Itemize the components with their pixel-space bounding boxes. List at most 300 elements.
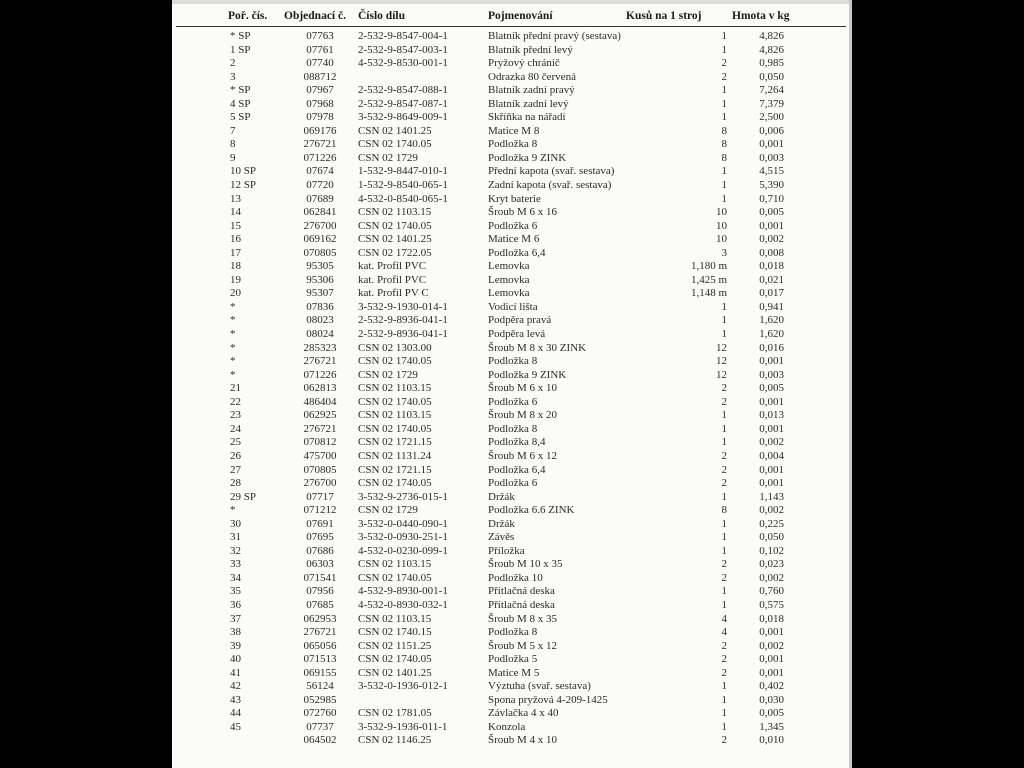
cell-poz: 8 (230, 138, 236, 151)
table-row (172, 98, 852, 112)
cell-poj: Blatník přední pravý (sestava) (488, 30, 621, 42)
cell-cis: 3-532-9-1936-011-1 (358, 720, 448, 733)
cell-poz: 30 (230, 517, 241, 530)
cell-kus: 8 (721, 151, 727, 164)
cell-poz: 37 (230, 612, 241, 625)
cell-cis: 1-532-9-8447-010-1 (358, 165, 448, 178)
cell-poj: Lemovka (488, 273, 530, 286)
cell-poj: Podpěra pravá (488, 314, 552, 327)
cell-cis: CSN 02 1781.05 (358, 707, 432, 720)
cell-poz: * (230, 328, 236, 341)
cell-cis: 3-532-9-8649-009-1 (358, 111, 448, 124)
cell-hm: 0,023 (759, 558, 784, 571)
cell-poz: 20 (230, 287, 241, 300)
cell-poz: 40 (230, 653, 241, 666)
cell-poz: 13 (230, 192, 241, 205)
cell-hm: 0,001 (759, 219, 784, 232)
cell-hm: 0,001 (759, 653, 784, 666)
header-cis: Číslo dílu (358, 10, 405, 22)
cell-kus: 1 (721, 693, 727, 706)
cell-hm: 0,002 (759, 639, 784, 652)
cell-hm: 0,010 (759, 734, 784, 747)
cell-obj: 070805 (303, 246, 337, 259)
cell-kus: 1 (721, 680, 727, 693)
cell-hm: 7,264 (759, 84, 784, 97)
cell-hm: 0,102 (759, 544, 784, 557)
cell-hm: 0,005 (759, 707, 784, 720)
cell-kus: 12 (716, 341, 727, 354)
table-row (172, 680, 852, 694)
header-hm: Hmota v kg (732, 10, 790, 22)
table-row (172, 71, 852, 85)
cell-hm: 0,006 (759, 124, 784, 137)
cell-kus: 8 (721, 124, 727, 137)
cell-kus: 1 (721, 192, 727, 205)
table-row (172, 44, 852, 58)
cell-obj: 276700 (303, 477, 337, 490)
cell-cis: 2-532-9-8936-041-1 (358, 314, 448, 327)
cell-cis: kat. Profil PVC (358, 273, 427, 286)
cell-cis: 3-532-9-1930-014-1 (358, 300, 448, 313)
cell-hm: 0,016 (759, 341, 784, 354)
table-row (172, 504, 852, 518)
cell-hm: 0,225 (759, 517, 784, 530)
cell-poj: Šroub M 6 x 10 (488, 382, 558, 395)
cell-hm: 0,002 (759, 436, 784, 449)
cell-poz: 4 SP (230, 97, 251, 110)
cell-poz: 42 (230, 680, 241, 693)
cell-poz: 28 (230, 477, 241, 490)
cell-poj: Podložka 9 ZINK (488, 151, 567, 164)
cell-poj: Spona pryžová 4-209-1425 (488, 693, 608, 706)
cell-kus: 8 (721, 504, 727, 517)
cell-obj: 06303 (306, 558, 334, 571)
header-obj: Objednací č. (284, 10, 346, 22)
cell-kus: 1,180 m (690, 260, 727, 273)
cell-obj: 07717 (306, 490, 334, 503)
cell-poj: Podložka 9 ZINK (488, 368, 567, 381)
cell-poj: Blatník zadní levý (488, 97, 569, 110)
table-row (172, 721, 852, 735)
cell-kus: 1 (721, 585, 727, 598)
cell-poj: Zadní kapota (svař. sestava) (488, 179, 612, 192)
cell-poz: 18 (230, 260, 241, 273)
table-row (172, 572, 852, 586)
cell-poz: 14 (230, 206, 241, 219)
cell-kus: 2 (721, 639, 727, 652)
table-row (172, 585, 852, 599)
table-row (172, 111, 852, 125)
cell-poj: Šroub M 8 x 30 ZINK (488, 341, 587, 354)
table-row (172, 206, 852, 220)
cell-poz: 41 (230, 666, 241, 679)
cell-hm: 1,345 (759, 720, 784, 733)
cell-poj: Držák (488, 517, 515, 530)
cell-kus: 2 (721, 395, 727, 408)
table-row (172, 179, 852, 193)
cell-poj: Skříňka na nářadí (488, 111, 566, 124)
cell-poz: 23 (230, 409, 241, 422)
cell-hm: 0,050 (759, 70, 784, 83)
table-row (172, 613, 852, 627)
cell-poj: Pryžový chránič (488, 57, 560, 70)
table-row (172, 558, 852, 572)
cell-obj: 56124 (306, 680, 334, 693)
cell-poj: Podložka 8 (488, 355, 538, 368)
cell-cis: 2-532-9-8547-087-1 (358, 97, 448, 110)
cell-poz: 19 (230, 273, 241, 286)
header-rule (176, 26, 846, 27)
cell-poj: Podložka 8 (488, 626, 538, 639)
cell-poj: Blatník zadní pravý (488, 84, 575, 97)
cell-obj: 070812 (303, 436, 337, 449)
cell-poj: Závěs (488, 531, 515, 544)
table-row (172, 233, 852, 247)
cell-kus: 1 (721, 165, 727, 178)
cell-hm: 0,001 (759, 463, 784, 476)
cell-kus: 4 (721, 626, 727, 639)
cell-obj: 475700 (303, 449, 337, 462)
cell-poj: Šroub M 6 x 12 (488, 449, 558, 462)
cell-cis: CSN 02 1729 (358, 504, 418, 517)
cell-kus: 1 (721, 84, 727, 97)
cell-poz: 2 (230, 57, 236, 70)
cell-obj: 07674 (306, 165, 334, 178)
cell-hm: 0,005 (759, 206, 784, 219)
cell-poz: 7 (230, 124, 236, 137)
cell-cis: 2-532-9-8547-088-1 (358, 84, 448, 97)
cell-poz: 34 (230, 571, 241, 584)
table-row (172, 138, 852, 152)
cell-hm: 0,760 (759, 585, 784, 598)
cell-kus: 1 (721, 544, 727, 557)
cell-kus: 2 (721, 558, 727, 571)
cell-poj: Matice M 6 (488, 233, 540, 246)
cell-obj: 052985 (303, 693, 337, 706)
cell-cis: CSN 02 1103.15 (358, 382, 432, 395)
table-row (172, 30, 852, 44)
cell-hm: 0,002 (759, 233, 784, 246)
cell-kus: 1,425 m (690, 273, 727, 286)
cell-cis: 3-532-0-1936-012-1 (358, 680, 448, 693)
cell-hm: 0,018 (759, 612, 784, 625)
cell-cis: 4-532-9-8530-001-1 (358, 57, 448, 70)
cell-kus: 1 (721, 179, 727, 192)
cell-poz: 38 (230, 626, 241, 639)
cell-poj: Lemovka (488, 260, 530, 273)
table-row (172, 247, 852, 261)
cell-hm: 0,710 (759, 192, 784, 205)
cell-hm: 0,002 (759, 504, 784, 517)
cell-hm: 0,001 (759, 395, 784, 408)
cell-obj: 95306 (306, 273, 334, 286)
cell-cis: 3-532-0-0930-251-1 (358, 531, 448, 544)
cell-cis: CSN 02 1146.25 (358, 734, 432, 747)
cell-cis: 4-532-0-0230-099-1 (358, 544, 448, 557)
cell-poz: 5 SP (230, 111, 251, 124)
cell-cis: CSN 02 1729 (358, 151, 418, 164)
table-row (172, 57, 852, 71)
cell-obj: 071541 (303, 571, 337, 584)
cell-kus: 8 (721, 138, 727, 151)
cell-cis: CSN 02 1729 (358, 368, 418, 381)
cell-obj: 07956 (306, 585, 334, 598)
cell-kus: 2 (721, 382, 727, 395)
cell-obj: 08023 (306, 314, 334, 327)
cell-cis: CSN 02 1740.05 (358, 653, 432, 666)
cell-poj: Podložka 6 (488, 219, 538, 232)
cell-hm: 0,017 (759, 287, 784, 300)
cell-poz: * SP (230, 84, 251, 97)
cell-cis: 4-532-9-8930-001-1 (358, 585, 448, 598)
cell-hm: 1,620 (759, 328, 784, 341)
table-row (172, 165, 852, 179)
cell-hm: 0,004 (759, 449, 784, 462)
cell-hm: 1,620 (759, 314, 784, 327)
cell-cis: CSN 02 1151.25 (358, 639, 432, 652)
cell-kus: 1 (721, 314, 727, 327)
table-row (172, 450, 852, 464)
cell-poz: 16 (230, 233, 241, 246)
cell-kus: 2 (721, 666, 727, 679)
cell-poj: Matice M 5 (488, 666, 540, 679)
cell-cis: CSN 02 1103.15 (358, 206, 432, 219)
cell-cis: 2-532-9-8936-041-1 (358, 328, 448, 341)
cell-kus: 2 (721, 70, 727, 83)
table-row (172, 369, 852, 383)
cell-cis: CSN 02 1401.25 (358, 233, 432, 246)
cell-kus: 1 (721, 720, 727, 733)
table-row (172, 640, 852, 654)
cell-kus: 10 (716, 219, 727, 232)
cell-cis: CSN 02 1401.25 (358, 666, 432, 679)
cell-obj: 07695 (306, 531, 334, 544)
cell-kus: 2 (721, 463, 727, 476)
cell-obj: 072760 (303, 707, 337, 720)
cell-poz: 3 (230, 70, 236, 83)
cell-poz: * (230, 504, 236, 517)
cell-kus: 3 (721, 246, 727, 259)
cell-hm: 0,001 (759, 138, 784, 151)
cell-obj: 95305 (306, 260, 334, 273)
cell-kus: 1 (721, 490, 727, 503)
cell-obj: 07967 (306, 84, 334, 97)
cell-kus: 1,148 m (690, 287, 727, 300)
cell-obj: 071226 (303, 151, 337, 164)
cell-obj: 069162 (303, 233, 337, 246)
cell-poz: * (230, 300, 236, 313)
table-row (172, 491, 852, 505)
cell-poz: 24 (230, 422, 241, 435)
cell-poz: 39 (230, 639, 241, 652)
cell-obj: 07737 (306, 720, 334, 733)
cell-kus: 2 (721, 477, 727, 490)
cell-hm: 0,402 (759, 680, 784, 693)
cell-obj: 071212 (303, 504, 337, 517)
cell-kus: 1 (721, 43, 727, 56)
table-row (172, 599, 852, 613)
cell-cis: CSN 02 1740.05 (358, 395, 432, 408)
cell-obj: 276721 (303, 626, 337, 639)
cell-cis: CSN 02 1740.05 (358, 422, 432, 435)
cell-hm: 4,515 (759, 165, 784, 178)
cell-cis: CSN 02 1401.25 (358, 124, 432, 137)
table-row (172, 355, 852, 369)
cell-kus: 12 (716, 355, 727, 368)
cell-kus: 2 (721, 571, 727, 584)
cell-obj: 062953 (303, 612, 337, 625)
cell-obj: 08024 (306, 328, 334, 341)
table-row (172, 518, 852, 532)
cell-poj: Šroub M 6 x 16 (488, 206, 558, 219)
table-row (172, 545, 852, 559)
cell-cis: CSN 02 1740.15 (358, 626, 432, 639)
cell-hm: 7,379 (759, 97, 784, 110)
table-row (172, 667, 852, 681)
cell-obj: 070805 (303, 463, 337, 476)
cell-poj: Podložka 8,4 (488, 436, 546, 449)
cell-poj: Držák (488, 490, 515, 503)
header-poz: Poř. čís. (228, 10, 268, 22)
cell-cis: CSN 02 1103.15 (358, 409, 432, 422)
cell-poj: Přední kapota (svař. sestava) (488, 165, 615, 178)
cell-poz: 29 SP (230, 490, 256, 503)
header-poj: Pojmenování (488, 10, 553, 22)
cell-obj: 065056 (303, 639, 337, 652)
cell-hm: 0,008 (759, 246, 784, 259)
cell-poz: 21 (230, 382, 241, 395)
cell-hm: 0,001 (759, 666, 784, 679)
cell-hm: 4,826 (759, 30, 784, 42)
table-row (172, 314, 852, 328)
cell-obj: 276721 (303, 422, 337, 435)
cell-poz: 12 SP (230, 179, 256, 192)
table-row (172, 152, 852, 166)
table-row (172, 409, 852, 423)
cell-obj: 062925 (303, 409, 337, 422)
table-row (172, 287, 852, 301)
cell-obj: 071513 (303, 653, 337, 666)
cell-poj: Šroub M 4 x 10 (488, 734, 558, 747)
cell-cis: CSN 02 1722.05 (358, 246, 432, 259)
cell-poj: Matice M 8 (488, 124, 540, 137)
cell-cis: 3-532-0-0440-090-1 (358, 517, 448, 530)
table-row (172, 301, 852, 315)
cell-kus: 12 (716, 368, 727, 381)
cell-kus: 2 (721, 734, 727, 747)
cell-kus: 10 (716, 206, 727, 219)
cell-obj: 07720 (306, 179, 334, 192)
cell-poj: Podložka 6,4 (488, 246, 546, 259)
cell-obj: 07740 (306, 57, 334, 70)
cell-poj: Blatník přední levý (488, 43, 573, 56)
cell-obj: 064502 (303, 734, 337, 747)
cell-cis: 3-532-9-2736-015-1 (358, 490, 448, 503)
table-row (172, 734, 852, 748)
cell-hm: 1,143 (759, 490, 784, 503)
cell-obj: 062841 (303, 206, 337, 219)
cell-poj: Kryt baterie (488, 192, 541, 205)
table-row (172, 220, 852, 234)
cell-obj: 062813 (303, 382, 337, 395)
cell-hm: 0,003 (759, 151, 784, 164)
table-row (172, 274, 852, 288)
cell-hm: 5,390 (759, 179, 784, 192)
cell-kus: 1 (721, 531, 727, 544)
cell-kus: 1 (721, 111, 727, 124)
cell-poz: 10 SP (230, 165, 256, 178)
cell-hm: 0,985 (759, 57, 784, 70)
cell-poj: Závlačka 4 x 40 (488, 707, 559, 720)
cell-obj: 07836 (306, 300, 334, 313)
cell-obj: 069176 (303, 124, 337, 137)
cell-hm: 0,001 (759, 355, 784, 368)
table-row (172, 531, 852, 545)
cell-hm: 0,001 (759, 626, 784, 639)
cell-kus: 1 (721, 517, 727, 530)
cell-poj: Konzola (488, 720, 526, 733)
cell-hm: 0,001 (759, 477, 784, 490)
cell-poz: 45 (230, 720, 241, 733)
cell-hm: 0,018 (759, 260, 784, 273)
table-row (172, 84, 852, 98)
cell-poz: 36 (230, 598, 241, 611)
cell-poj: Šroub M 10 x 35 (488, 558, 563, 571)
cell-cis: CSN 02 1740.05 (358, 355, 432, 368)
cell-cis: CSN 02 1740.05 (358, 477, 432, 490)
cell-cis: 4-532-0-8540-065-1 (358, 192, 448, 205)
cell-kus: 2 (721, 653, 727, 666)
cell-obj: 276700 (303, 219, 337, 232)
cell-poz: 15 (230, 219, 241, 232)
cell-poz: * SP (230, 30, 251, 42)
cell-obj: 07968 (306, 97, 334, 110)
cell-hm: 0,013 (759, 409, 784, 422)
cell-poj: Šroub M 5 x 12 (488, 639, 558, 652)
cell-poz: 44 (230, 707, 241, 720)
cell-obj: 07691 (306, 517, 334, 530)
cell-poz: 31 (230, 531, 241, 544)
table-row (172, 193, 852, 207)
cell-cis: CSN 02 1740.05 (358, 138, 432, 151)
cell-kus: 1 (721, 436, 727, 449)
cell-cis: CSN 02 1103.15 (358, 558, 432, 571)
parts-list-sheet (172, 0, 852, 768)
cell-obj: 071226 (303, 368, 337, 381)
cell-hm: 0,003 (759, 368, 784, 381)
cell-hm: 0,050 (759, 531, 784, 544)
cell-hm: 0,030 (759, 693, 784, 706)
table-row (172, 653, 852, 667)
cell-poz: 17 (230, 246, 241, 259)
cell-hm: 0,001 (759, 422, 784, 435)
table-row (172, 342, 852, 356)
cell-cis: CSN 02 1303.00 (358, 341, 432, 354)
cell-poj: Vodicí lišta (488, 300, 538, 313)
cell-obj: 069155 (303, 666, 337, 679)
cell-cis: 2-532-9-8547-004-1 (358, 30, 448, 42)
cell-hm: 4,826 (759, 43, 784, 56)
cell-kus: 1 (721, 422, 727, 435)
table-row (172, 626, 852, 640)
table-row (172, 477, 852, 491)
cell-hm: 0,005 (759, 382, 784, 395)
cell-kus: 1 (721, 328, 727, 341)
cell-poz: * (230, 355, 236, 368)
cell-kus: 1 (721, 409, 727, 422)
cell-poz: * (230, 368, 236, 381)
cell-poj: Lemovka (488, 287, 530, 300)
